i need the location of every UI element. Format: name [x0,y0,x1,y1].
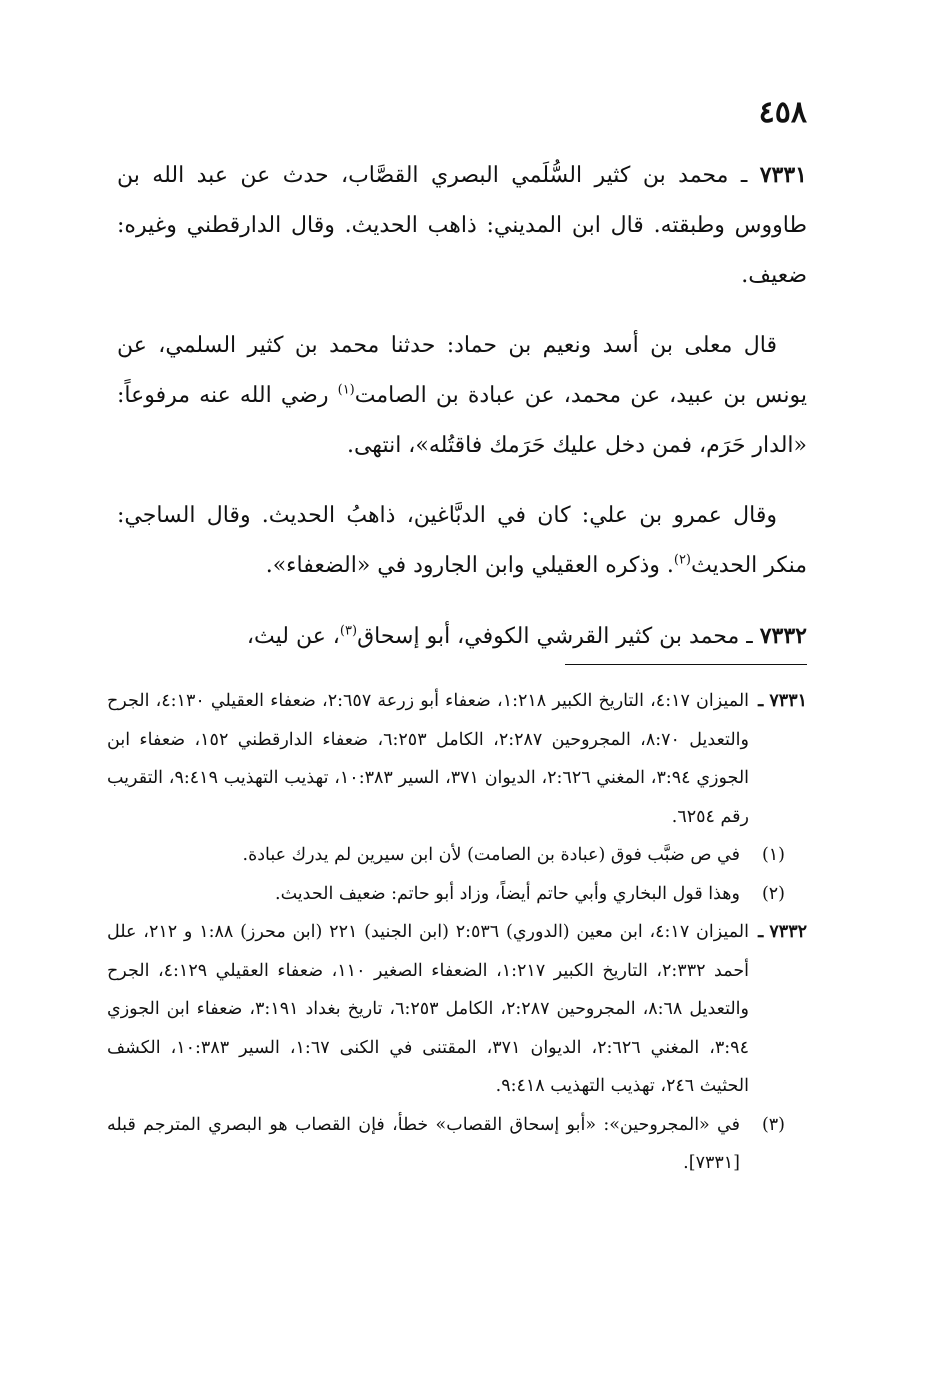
paragraph-text: قال معلى بن أسد ونعيم بن حماد: حدثنا محمد بن كثير السلمي، عن يونس بن عبيد، عن محمد، عن عبادة بن الصامت [117,333,807,408]
reference-number: ٧٣٣١ ـ [758,691,807,711]
footnote-1 [107,836,807,875]
reference-text: الميزان ٤:١٧، التاريخ الكبير ١:٢١٨، ضعفاء أبو زرعة ٢:٦٥٧، ضعفاء العقيلي ٤:١٣٠، الجرح والتعديل ٨:٧٠، المجروحين ٢:٢٨٧، الكامل ٦:٢٥٣، ضعفاء الدارقطني ١٥٢، ضعفاء ابن الجوزي ٣:٩٤، المغني ٢:٦٢٦، الديوان ٣٧١، السير ١٠:٣٨٣، تهذيب التهذيب ٩:٤١٩، التقريب رقم ٦٢٥٤. [107,691,750,827]
entry-text: ، عن ليث، [246,624,340,649]
footnote-number: (١) [761,845,785,865]
footnote-marker[interactable]: (٢) [673,552,691,568]
footnote-number: (٢) [761,883,785,904]
reference-text: الميزان ٤:١٧، ابن معين (الدوري) ٢:٥٣٦ (ابن الجنيد) ٢٢١ (ابن محرز) ١:٨٨ و ٢١٢، علل أحمد ٢:٣٣٢، التاريخ الكبير ١:٢١٧، الضعفاء الصغير ١١٠، ضعفاء العقيلي ٤:١٢٩، الجرح والتعديل ٨:٦٨، المجروحين ٢:٢٨٧، الكامل ٦:٢٥٣، تاريخ بغداد ٣:١٩١، ضعفاء ابن الجوزي ٣:٩٤، المغني ٢:٦٢٦، الديوان ٣٧١، المقتنى في الكنى ١:٦٧، السير ١٠:٣٨٣، الكشف الحثيث ٢٤٦، تهذيب التهذيب ٩:٤١٨. [107,922,750,1096]
entry-number: ٧٣٣١ [759,162,807,188]
footnote-divider [565,664,807,665]
footnotes-section [107,682,807,1183]
footnote-text: وهذا قول البخاري وأبي حاتم أيضاً، وزاد أبو حاتم: ضعيف الحديث. [275,883,740,904]
footnote-text: في «المجروحين»: «أبو إسحاق القصاب» خطأ، فإن القصاب هو البصري المترجم قبله [٧٣٣١]. [107,1114,740,1173]
entry-7331-hadith [117,321,807,471]
entry-7331-criticism [117,491,807,591]
reference-7331 [107,682,807,836]
footnote-marker[interactable]: (١) [337,382,355,398]
footnote-text: في ص ضبَّب فوق (عبادة بن الصامت) لأن ابن سيرين لم يدرك عبادة. [242,845,740,865]
footnote-marker[interactable]: (٣) [339,623,358,639]
main-text [117,150,807,682]
footnote-number: (٣) [761,1114,785,1135]
page-number: ٤٥٨ [758,95,807,130]
paragraph-text: وقال عمرو بن علي: كان في الدبَّاغين، ذاهبُ الحديث. وقال الساجي: منكر الحديث [117,503,807,578]
paragraph-text: . وذكره العقيلي وابن الجارود في «الضعفاء». [265,553,674,578]
entry-number: ٧٣٣٢ [759,623,807,649]
footnote-2 [107,875,807,914]
reference-7332 [107,913,807,1106]
paragraph-text: رضي الله عنه مرفوعاً: «الدار حَرَم، فمن دخل عليك حَرَمك فاقتُله»، انتهى. [117,383,807,458]
footnote-3 [107,1106,807,1183]
entry-text: ـ محمد بن كثير السُّلَمي البصري القصَّاب، حدث عن عبد الله بن طاووس وطبقته. قال ابن المديني: ذاهب الحديث. وقال الدارقطني وغيره: ضعيف. [117,163,807,288]
entry-text: ـ محمد بن كثير القرشي الكوفي، أبو إسحاق [357,624,753,649]
entry-7332-intro [117,611,807,662]
reference-number: ٧٣٣٢ ـ [758,922,807,942]
entry-7331-intro [117,150,807,301]
